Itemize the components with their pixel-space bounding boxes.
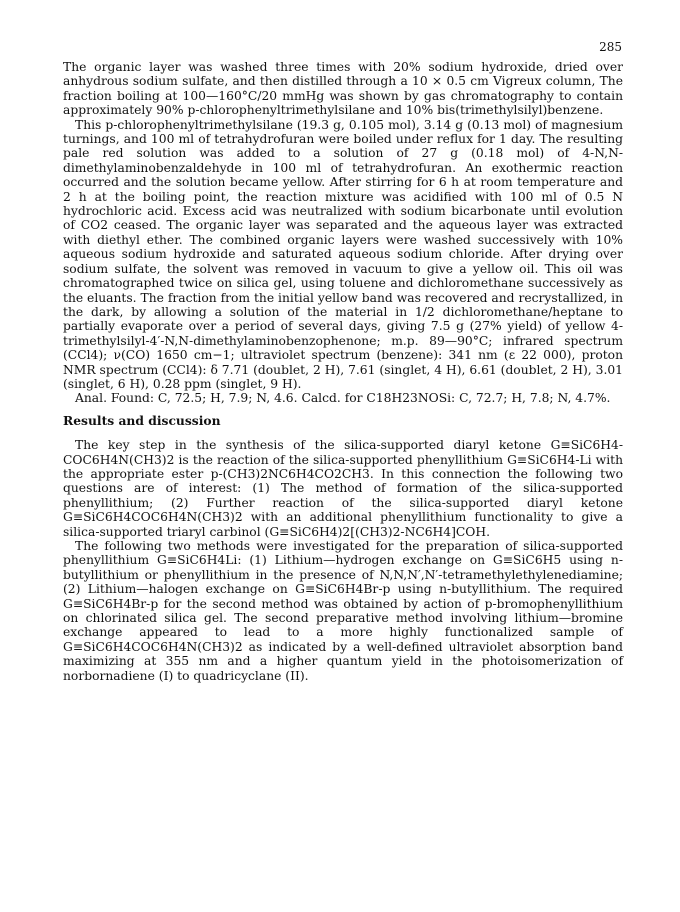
paragraph-synthesis: This p-chlorophenyltrimethylsilane (19.3 g, 0.105 mol), 3.14 g (0.13 mol) of magnesium turnings, and 100 ml of tetrahydrofuran were boiled under reflux for 1 day. The resulting pale red solution was added to a solution of 27 g (0.18 mol) of 4-N,N-dimethylaminobenzaldehyde in 100 ml of tetrahydrofuran. An exothermic reaction occurred and the solution became yellow. After stirring for 6 h at room temperature and 2 h at the boiling point, the reaction mixture was acidified with 100 ml of 0.5 N hydrochloric acid. Excess acid was neutralized with sodium bicarbonate until evolution of CO2 ceased. The organic layer was separated and the aqueous layer was extracted with diethyl ether. The combined organic layers were washed successively with 10% aqueous sodium hydroxide and saturated aqueous sodium chloride. After drying over sodium sulfate, the solvent was removed in vacuum to give a yellow oil. This oil was chromatographed twice on silica gel, using toluene and dichloromethane successively as the eluants. The fraction from the initial yellow band was recovered and recrystallized, in the dark, by allowing a solution of the material in 1/2 dichloromethane/heptane to partially evaporate over a period of several days, giving 7.5 g (27% yield) of yellow 4-trimethylsilyl-4′-N,N-dimethylaminobenzophenone; m.p. 89—90°C; infrared spectrum (CCl4); ν(CO) 1650 cm−1; ultraviolet spectrum (benzene): 341 nm (ε 22 000), proton NMR spectrum (CCl4): δ 7.71 (doublet, 2 H), 7.61 (singlet, 4 H), 6.61 (doublet, 2 H), 3.01 (singlet, 6 H), 0.28 ppm (singlet, 9 H).: [63, 117, 623, 391]
paragraph-methods: The following two methods were investigated for the preparation of silica-supported phenyllithium G≡SiC6H4Li: (1) Lithium—hydrogen exchange on G≡SiC6H5 using n-butyllithium or phenyllithium in the presence of N,N,N′,N′-tetramethylethylenediamine; (2) Lithium—halogen exchange on G≡SiC6H4Br-p using n-butyllithium. The required G≡SiC6H4Br-p for the second method was obtained by action of p-bromophenyllithium on chlorinated silica gel. The second preparative method involving lithium—bromine exchange appeared to lead to a more highly functionalized sample of G≡SiC6H4COC6H4N(CH3)2 as indicated by a well-defined ultraviolet absorption band maximizing at 355 nm and a higher quantum yield in the photoisomerization of norbornadiene (I) to quadricyclane (II).: [63, 539, 623, 683]
body-text: [63, 60, 623, 683]
page-number: 285: [599, 40, 622, 54]
paragraph-analysis: Anal. Found: C, 72.5; H, 7.9; N, 4.6. Calcd. for C18H23NOSi: C, 72.7; H, 7.8; N, 4.7%.: [75, 391, 611, 406]
section-heading: Results and discussion: [63, 412, 221, 428]
paragraph-key-step: The key step in the synthesis of the silica-supported diaryl ketone G≡SiC6H4-COC6H4N(CH3)2 is the reaction of the silica-supported phenyllithium G≡SiC6H4-Li with the appropriate ester p-(CH3)2NC6H4CO2CH3. In this connection the following two questions are of interest: (1) The method of formation of the silica-supported phenyllithium; (2) Further reaction of the silica-supported diaryl ketone G≡SiC6H4COC6H4N(CH3)2 with an additional phenyllithium functionality to give a silica-supported triaryl carbinol (G≡SiC6H4)2[(CH3)2-NC6H4]COH.: [63, 438, 623, 539]
paragraph-wash: The organic layer was washed three times with 20% sodium hydroxide, dried over anhydrous sodium sulfate, and then distilled through a 10 × 0.5 cm Vigreux column, The fraction boiling at 100—160°C/20 mmHg was shown by gas chromatography to contain approximately 90% p-chlorophenyltrimethylsilane and 10% bis(trimethylsilyl)benzene.: [63, 60, 623, 118]
